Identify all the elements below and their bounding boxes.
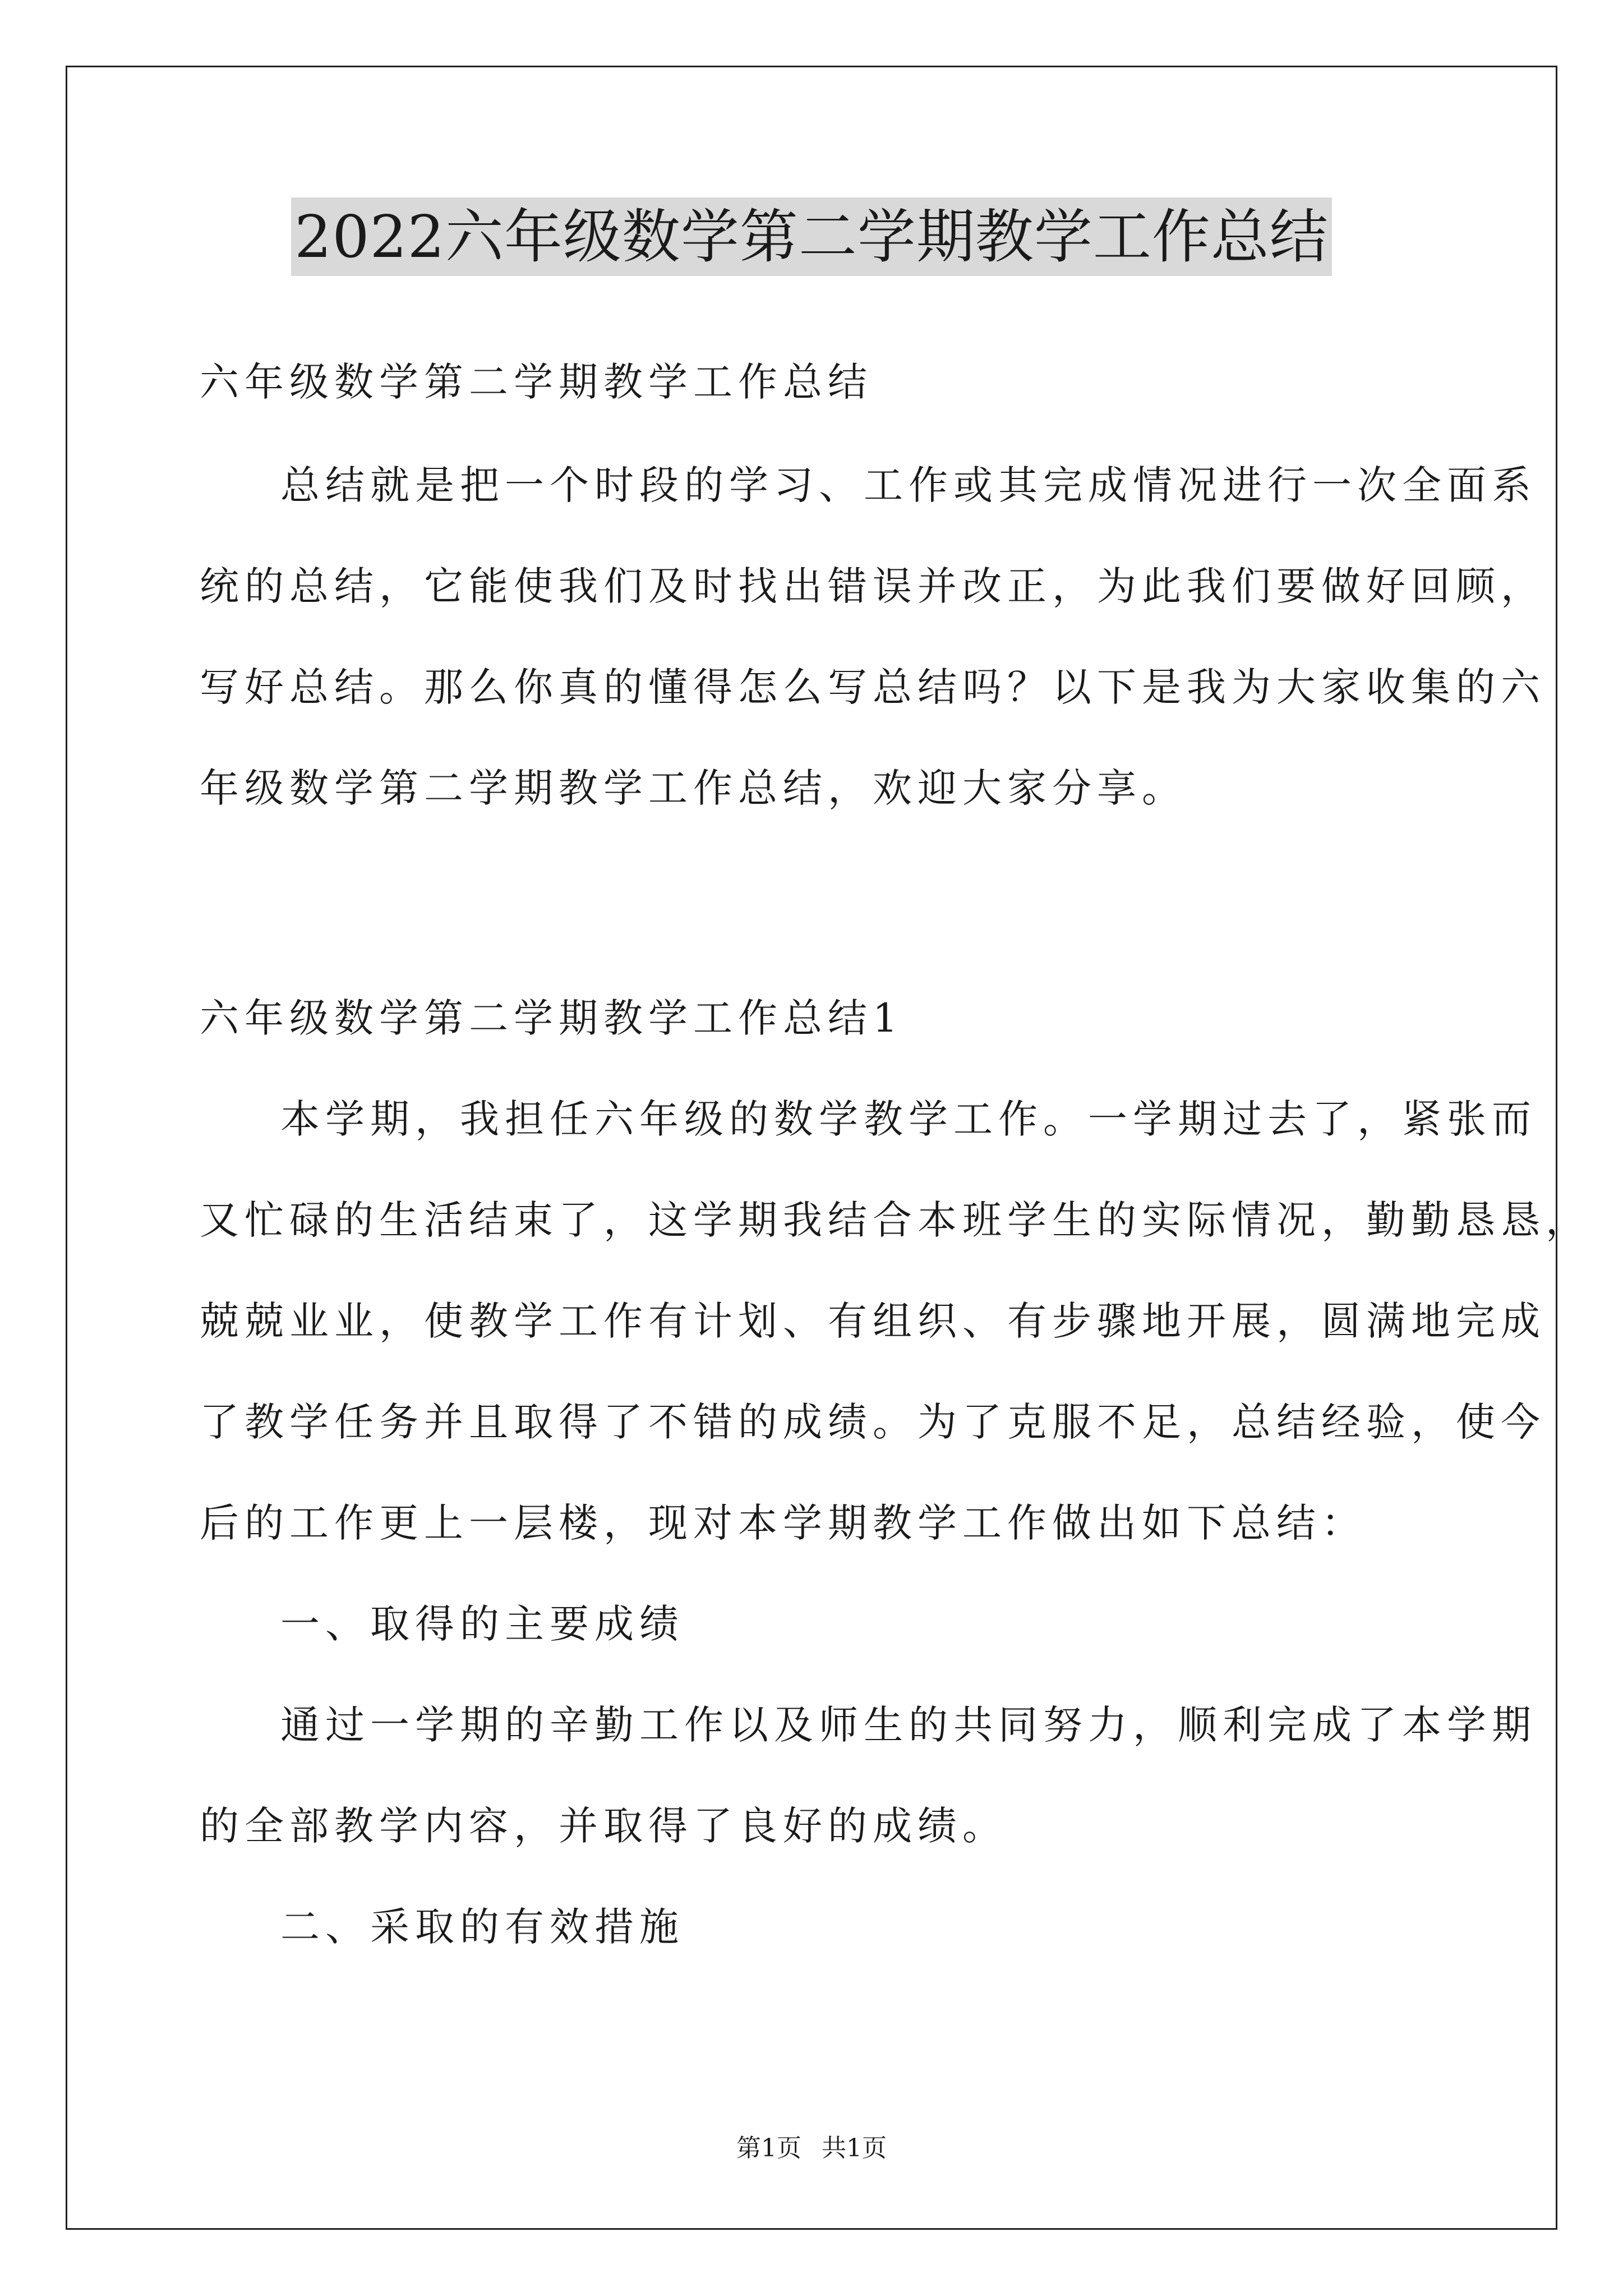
- intro-line-2: 统的总结，它能使我们及时找出错误并改正，为此我们要做好回顾，: [200, 563, 1546, 609]
- document-title: 2022六年级数学第二学期教学工作总结: [291, 197, 1332, 276]
- title-wrap: [0, 197, 1623, 276]
- intro-line-4: 年级数学第二学期教学工作总结，欢迎大家分享。: [200, 765, 1187, 811]
- page-number-total: 共1页: [822, 2134, 887, 2162]
- page-number-current: 第1页: [736, 2134, 801, 2162]
- point1-line-1: 通过一学期的辛勤工作以及师生的共同努力，顺利完成了本学期: [280, 1702, 1537, 1748]
- section1-line-2: 又忙碌的生活结束了，这学期我结合本班学生的实际情况，勤勤恳恳，: [200, 1197, 1590, 1243]
- section1-line-1: 本学期，我担任六年级的数学教学工作。一学期过去了，紧张而: [280, 1096, 1537, 1142]
- point1-line-2: 的全部教学内容，并取得了良好的成绩。: [200, 1803, 1007, 1849]
- subtitle: 六年级数学第二学期教学工作总结: [200, 359, 873, 405]
- section1-line-3: 兢兢业业，使教学工作有计划、有组织、有步骤地开展，圆满地完成: [200, 1298, 1546, 1344]
- section1-line-4: 了教学任务并且取得了不错的成绩。为了克服不足，总结经验，使今: [200, 1399, 1546, 1445]
- section1-line-5: 后的工作更上一层楼，现对本学期教学工作做出如下总结：: [200, 1500, 1366, 1546]
- intro-line-3: 写好总结。那么你真的懂得怎么写总结吗？以下是我为大家收集的六: [200, 664, 1546, 710]
- point2-heading: 二、采取的有效措施: [280, 1904, 684, 1950]
- page-footer: [0, 2132, 1623, 2165]
- intro-line-1: 总结就是把一个时段的学习、工作或其完成情况进行一次全面系: [280, 462, 1537, 508]
- section1-heading: 六年级数学第二学期教学工作总结1: [200, 995, 903, 1041]
- point1-heading: 一、取得的主要成绩: [280, 1601, 684, 1647]
